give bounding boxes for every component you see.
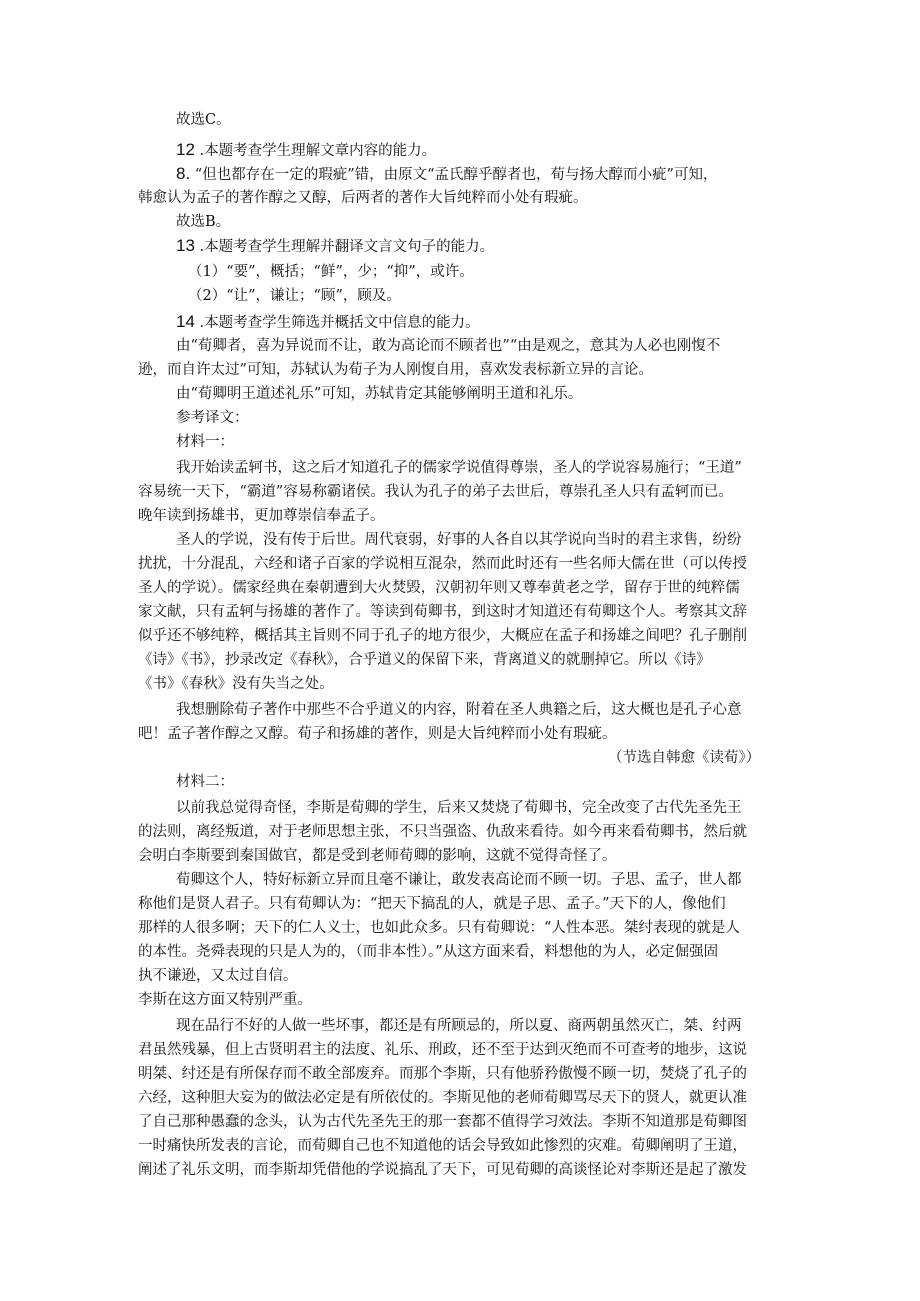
text-line: 由“荀卿明王道述礼乐”可知，苏轼肯定其能够阐明王道和礼乐。 [176, 386, 583, 402]
text-line: 六经，这种胆大妄为的做法必定是有所依仗的。李斯见他的老师荀卿骂尽天下的贤人，就更认准 [138, 1090, 747, 1106]
text-line [176, 310, 480, 335]
text-line: 材料一： [176, 434, 234, 450]
question-number: 13 [176, 236, 195, 255]
text-line: 扰扰，十分混乱，六经和诸子百家的学说相互混杂，然而此时还有一些名师大儒在世（可以传授 [138, 556, 747, 572]
text-line: 那样的人很多啊；天下的仁人义士，也如此众多。只有荀卿说：“人性本恶。桀纣表现的就是人 [138, 920, 740, 936]
text-line: 似乎还不够纯粹，概括其主旨则不同于孔子的地方很少，大概应在孟子和扬雄之间吧？孔子删削 [138, 628, 747, 644]
text-line: 李斯在这方面又特别严重。 [138, 992, 312, 1008]
text-line: 执不谦逊，又太过自信。 [138, 968, 298, 984]
text-line: 的法则，离经叛道，对于老师思想主张，不只当强盗、仇敌来看待。如今再来看荀卿书，然后就 [138, 824, 747, 840]
question-number: 12 [176, 140, 195, 159]
text-line: 晚年读到扬雄书，更加尊崇信奉孟子。 [138, 508, 385, 524]
text-line: 容易统一天下，“霸道”容易称霸诸侯。我认为孔子的弟子去世后，尊崇孔圣人只有孟轲而已。 [138, 484, 733, 500]
text-line [176, 162, 717, 187]
line-text: .本题考查学生理解并翻译文言文句子的能力。 [194, 239, 495, 255]
text-line [176, 138, 436, 163]
question-number: 8. [176, 164, 191, 183]
text-line: 阐述了礼乐文明，而李斯却凭借他的学说搞乱了天下，可见荀卿的高谈怪论对李斯还是起了激发 [138, 1162, 747, 1178]
text-line: 家文献，只有孟轲与扬雄的著作了。等读到荀卿书，到这时才知道还有荀卿这个人。考察其文辞 [138, 604, 747, 620]
question-number: 14 [176, 312, 195, 331]
text-line: （2）“让”，谦让；“顾”，顾及。 [188, 288, 401, 304]
text-line: 称他们是贤人君子。只有荀卿认为：“把天下搞乱的人，就是子思、孟子。”天下的人，像他们 [138, 896, 726, 912]
text-line [176, 234, 494, 259]
text-line: 《书》《春秋》没有失当之处。 [138, 676, 334, 692]
text-line: （节选自韩愈《读荀》） [608, 750, 761, 766]
text-line: 逊，而自许太过”可知，苏轼认为荀子为人刚愎自用，喜欢发表标新立异的言论。 [138, 362, 653, 378]
text-line: 我开始读孟轲书，这之后才知道孔子的儒家学说值得尊崇，圣人的学说容易施行；“王道” [176, 460, 742, 476]
text-line: 现在品行不好的人做一些坏事，都还是有所顾忌的，所以夏、商两朝虽然灭亡，桀、纣两 [176, 1018, 742, 1034]
text-line: 明桀、纣还是有所保存而不敢全部废弃。而那个李斯，只有他骄矜傲慢不顾一切，焚烧了孔子的 [138, 1066, 747, 1082]
text-line: 以前我总觉得奇怪，李斯是荀卿的学生，后来又焚烧了荀卿书，完全改变了古代先圣先王 [176, 800, 742, 816]
text-line: （1）“要”，概括；“鲜”，少；“抑”，或许。 [188, 264, 474, 280]
text-line: 会明白李斯要到秦国做官，都是受到老师荀卿的影响，这就不觉得奇怪了。 [138, 848, 617, 864]
text-line: 参考译文： [176, 410, 249, 426]
text-line: 的本性。尧舜表现的只是人为的，（而非本性）。”从这方面来看，料想他的为人，必定倔强固 [138, 944, 719, 960]
text-line: 圣人的学说，没有传于后世。周代衰弱，好事的人各自以其学说向当时的君主求售，纷纷 [176, 532, 742, 548]
text-line: 材料二： [176, 774, 234, 790]
text-line: 《诗》《书》，抄录改定《春秋》，合乎道义的保留下来，背离道义的就删掉它。所以《诗》 [138, 652, 711, 668]
line-text: .本题考查学生筛选并概括文中信息的能力。 [194, 315, 480, 331]
line-text: .本题考查学生理解文章内容的能力。 [194, 143, 437, 159]
text-line: 由“荀卿者，喜为异说而不让，敢为高论而不顾者也”“由是观之，意其为人必也刚愎不 [176, 338, 721, 354]
text-line: 君虽然残暴，但上古贤明君主的法度、礼乐、刑政，还不至于达到灭绝而不可查考的地步，这说 [138, 1042, 747, 1058]
text-line: 吧！孟子著作醇之又醇。荀子和扬雄的著作，则是大旨纯粹而小处有瑕疵。 [138, 726, 617, 742]
text-line: 故选B。 [176, 214, 231, 230]
text-line: 故选C。 [176, 112, 231, 128]
text-line: 韩愈认为孟子的著作醇之又醇，后两者的著作大旨纯粹而小处有瑕疵。 [138, 190, 588, 206]
line-text: “但也都存在一定的瑕疵”错，由原文“孟氏醇乎醇者也，荀与扬大醇而小疵”可知， [190, 167, 718, 183]
text-line: 荀卿这个人，特好标新立异而且毫不谦让，敢发表高论而不顾一切。子思、孟子，世人都 [176, 872, 742, 888]
text-line: 了自己那种愚蠢的念头，认为古代先圣先王的那一套都不值得学习效法。李斯不知道那是荀卿图 [138, 1114, 747, 1130]
text-line: 我想删除荀子著作中那些不合乎道义的内容，附着在圣人典籍之后，这大概也是孔子心意 [176, 702, 742, 718]
text-line: 圣人的学说）。儒家经典在秦朝遭到大火焚毁，汉朝初年则又尊奉黄老之学，留存于世的纯粹儒 [138, 580, 740, 596]
text-line: 一时痛快所发表的言论，而荀卿自己也不知道他的话会导致如此惨烈的灾难。荀卿阐明了王道， [138, 1138, 747, 1154]
